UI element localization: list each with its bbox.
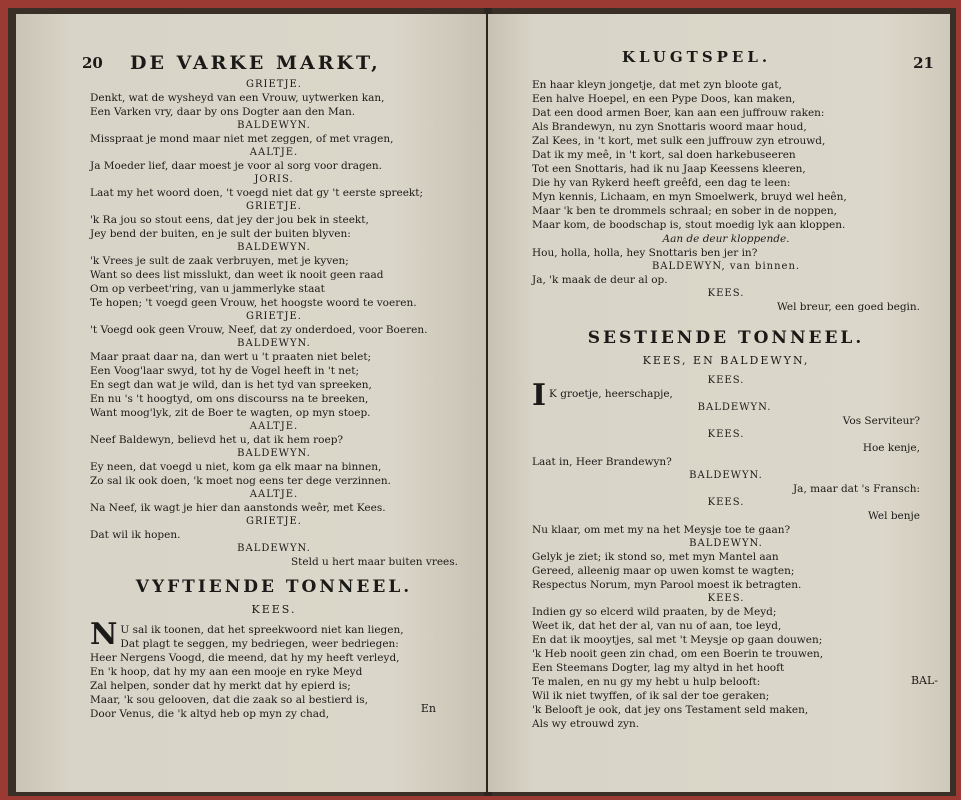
verse-line: Ja, 'k maak de deur al op. [532,274,668,286]
speaker-name: KEES. [707,593,745,604]
left-dialogue [90,78,458,569]
speaker-name: JORIS. [254,174,294,185]
verse-line: Zo sal ik ook doen, 'k moet nog eens ter dege verzinnen. [90,475,391,487]
verse-line: Aan de deur kloppende. [662,233,790,245]
verse-line: Gelyk je ziet; ik stond so, met myn Mantel aan [532,551,779,563]
verse-line: Want so dees list misslukt, dan weet ik nooit geen raad [90,269,384,281]
verse-line: En nu 's 't hoogtyd, om ons discourss na te breeken, [90,393,369,405]
running-head: KLUGTSPEL. [622,48,772,66]
scene-title: SESTIENDE TONNEEL. [587,328,865,348]
speaker-name: BALDEWYN. [697,402,772,413]
speaker-name: KEES. [707,429,745,440]
verse-line: Tot een Snottaris, had ik nu Jaap Keessens kleeren, [532,163,806,175]
speaker-name: BALDEWYN, van binnen. [651,261,801,272]
drop-cap: I [532,378,547,413]
verse-line: Denkt, wat de wysheyd van een Vrouw, uytwerken kan, [90,92,385,104]
verse-line: Gereed, alleenig maar op uwen komst te wagten; [532,565,795,577]
scene-lines [532,374,920,731]
catchword: BAL- [910,674,938,687]
speaker-name: GRIETJE. [246,311,302,322]
verse-line: Hoe kenje, [862,442,920,454]
verse-line: Na Neef, ik wagt je hier dan aanstonds weêr, met Kees. [90,502,386,514]
scene-opening [90,617,458,721]
verse-line: Als wy etrouwd zyn. [532,718,640,730]
verse-line: Neef Baldewyn, believd het u, dat ik hem roep? [90,434,344,446]
verse-line: Een Voog'laar swyd, tot hy de Vogel heeft in 't net; [90,365,360,377]
running-head: DE VARKE MARKT, [130,52,381,74]
verse-line: 'k Belooft je ook, dat jey ons Testament seld maken, [532,704,809,716]
verse-line: En 'k hoop, dat hy my aan een mooje en ryke Meyd [90,666,363,678]
verse-line: Laat my het woord doen, 't voegd niet dat gy 't eerste spreekt; [90,187,424,199]
speaker-name: KEES. [707,375,745,386]
verse-line: Misspraat je mond maar niet met zeggen, of met vragen, [90,133,394,145]
verse-line: 'k Heb nooit geen zin chad, om een Boerin te trouwen, [532,648,824,660]
verse-line: Maar 'k ben te drommels schraal; en sober in de noppen, [532,205,837,217]
verse-line: Zal helpen, sonder dat hy merkt dat hy epierd is; [90,680,351,692]
verse-line: Laat in, Heer Brandewyn? [532,456,672,468]
drop-cap: N [90,617,118,652]
speaker-name: AALTJE. [249,489,299,500]
verse-line: Nu klaar, om met my na het Meysje toe te gaan? [532,524,791,536]
verse-line: Een halve Hoepel, en een Pype Doos, kan maken, [532,93,796,105]
verse-line: Wel benje [867,510,920,522]
verse-line: Om op verbeet'ring, van u jammerlyke staat [90,283,325,295]
verse-line: Maar kom, de boodschap is, stout moedig lyk aan kloppen. [532,219,846,231]
speaker-name: AALTJE. [249,147,299,158]
speaker-name: BALDEWYN. [237,338,311,349]
right-page-header [532,48,934,76]
verse-line: Dat ik my meê, in 't kort, sal doen harkebuseeren [532,149,796,161]
verse-line: Als Brandewyn, nu zyn Snottaris woord maar houd, [532,121,807,133]
verse-line: En haar kleyn jongetje, dat met zyn bloote gat, [532,79,782,91]
catchword: En [420,702,436,715]
verse-line: Die hy van Rykerd heeft greêfd, een dag te leen: [532,177,791,189]
verse-line: Myn kennis, Lichaam, en myn Smoelwerk, bruyd wel heên, [532,191,847,203]
right-dialogue [532,78,920,314]
verse-line: Een Steemans Dogter, lag my altyd in het hooft [532,662,785,674]
speaker-name: KEES. [707,288,745,299]
scene-cast: KEES. [251,603,297,616]
verse-line: 'k Vrees je sult de zaak verbruyen, met je kyven; [90,255,349,267]
verse-line: Wel breur, een goed begin. [776,301,920,313]
verse-line: Ja Moeder lief, daar moest je voor al sorg voor dragen. [90,160,382,172]
verse-line: Wil ik niet twyffen, of ik sal der toe geraken; [532,690,770,702]
verse-line: Maar, 'k sou gelooven, dat die zaak so al bestierd is, [90,694,368,706]
speaker-name: BALDEWYN. [689,470,763,481]
verse-line: Respectus Norum, myn Parool moest ik betragten. [532,579,802,591]
scene-lines [90,617,458,721]
verse-line: Dat wil ik hopen. [90,529,181,541]
verse-line: Hou, holla, holla, hey Snottaris ben jer in? [532,247,758,259]
page-number: 20 [82,54,103,72]
speaker-name: BALDEWYN. [689,538,763,549]
scene-title: VYFTIENDE TONNEEL. [135,577,413,597]
verse-line: En dat ik mooytjes, sal met 't Meysje op gaan douwen; [532,634,823,646]
verse-line: Te hopen; 't voegd geen Vrouw, het hoogste woord te voeren. [90,297,417,309]
verse-line: Ey neen, dat voegd u niet, kom ga elk maar na binnen, [90,461,382,473]
verse-line: 'k Ra jou so stout eens, dat jey der jou bek in steekt, [90,214,369,226]
verse-line: Te malen, en nu gy my hebt u hulp belooft: [532,676,761,688]
verse-line: Door Venus, die 'k altyd heb op myn zy chad, [90,708,330,720]
speaker-name: GRIETJE. [246,516,302,527]
verse-line: Heer Nergens Voogd, die meend, dat hy my heeft verleyd, [90,652,400,664]
open-book [8,8,956,796]
left-page [16,14,486,792]
left-page-header [82,52,458,76]
speaker-name: BALDEWYN. [237,242,311,253]
speaker-name: GRIETJE. [246,201,302,212]
verse-line: U sal ik toonen, dat het spreekwoord niet kan liegen, [120,624,404,636]
speaker-name: GRIETJE. [246,79,302,90]
verse-line: Maar praat daar na, dan wert u 't praaten niet belet; [90,351,372,363]
verse-line: 't Voegd ook geen Vrouw, Neef, dat zy onderdoed, voor Boeren. [90,324,428,336]
verse-line: Want moog'lyk, zit de Boer te wagten, op myn stoep. [90,407,371,419]
verse-line: Ja, maar dat 's Fransch: [792,483,920,495]
speaker-name: BALDEWYN. [237,543,311,554]
verse-line: Jey bend der buiten, en je sult der buiten blyven: [90,228,351,240]
page-number: 21 [913,54,934,72]
speaker-name: BALDEWYN. [237,448,311,459]
verse-line: Steld u hert maar buiten vrees. [290,556,458,568]
verse-line: Weet ik, dat het der al, van nu of aan, toe leyd, [532,620,782,632]
verse-line: Vos Serviteur? [842,415,920,427]
verse-text: K groetje, heerschapje, [549,388,673,400]
verse-line: Zal Kees, in 't kort, met sulk een juffrouw zyn etrouwd, [532,135,826,147]
verse-line: Dat een dood armen Boer, kan aan een juffrouw raken: [532,107,825,119]
speaker-name: KEES. [707,497,745,508]
verse-line: Een Varken vry, daar by ons Dogter aan den Man. [90,106,356,118]
scene-cast: KEES, EN BALDEWYN, [642,354,810,367]
verse-line: Indien gy so elcerd wild praaten, by de Meyd; [532,606,777,618]
verse-line: Dat plagt te seggen, my bedriegen, weer bedriegen: [120,638,399,650]
right-page [488,14,950,792]
speaker-name: BALDEWYN. [237,120,311,131]
speaker-name: AALTJE. [249,421,299,432]
verse-line: En segt dan wat je wild, dan is het tyd van spreeken, [90,379,372,391]
